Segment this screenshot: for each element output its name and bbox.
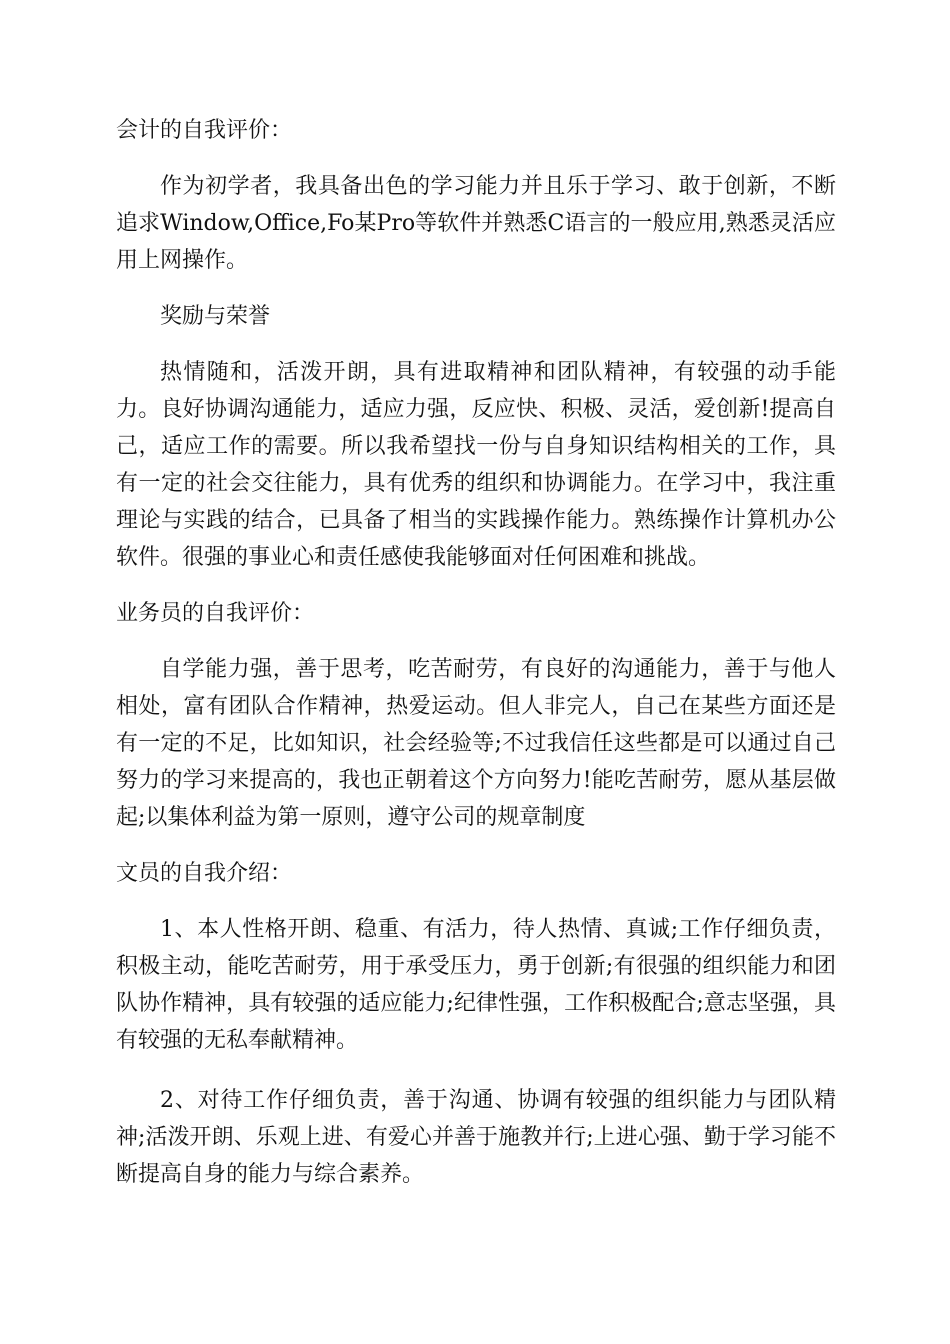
paragraph-clerk-item-2: 2、对待工作仔细负责，善于沟通、协调有较强的组织能力与团队精神;活泼开朗、乐观上进、有爱心并善于施教并行;上进心强、勤于学习能不断提高自身的能力与综合素养。 xyxy=(116,1088,836,1187)
paragraph-awards: 热情随和，活泼开朗，具有进取精神和团队精神，有较强的动手能力。良好协调沟通能力，适应力强，反应快、积极、灵活，爱创新!提高自己，适应工作的需要。所以我希望找一份与自身知识结构相关的工作，具有一定的社会交往能力，具有优秀的组织和协调能力。在学习中，我注重理论与实践的结合，已具备了相当的实践操作能力。熟练操作计算机办公软件。很强的事业心和责任感使我能够面对任何困难和挑战。 xyxy=(116,360,836,570)
paragraph-sales: 自学能力强，善于思考，吃苦耐劳，有良好的沟通能力，善于与他人相处，富有团队合作精神，热爱运动。但人非完人，自己在某些方面还是有一定的不足，比如知识，社会经验等;不过我信任这些都是可以通过自己努力的学习来提高的，我也正朝着这个方向努力!能吃苦耐劳，愿从基层做起;以集体利益为第一原则，遵守公司的规章制度 xyxy=(116,657,836,830)
document-body xyxy=(116,112,836,1193)
heading-accounting-self-evaluation: 会计的自我评价： xyxy=(116,118,293,143)
heading-sales-self-evaluation: 业务员的自我评价： xyxy=(116,601,315,626)
heading-awards-honors: 奖励与荣誉 xyxy=(160,304,271,329)
heading-clerk-self-introduction: 文员的自我介绍： xyxy=(116,861,293,886)
paragraph-clerk-item-1: 1、本人性格开朗、稳重、有活力，待人热情、真诚;工作仔细负责，积极主动，能吃苦耐劳，用于承受压力，勇于创新;有很强的组织能力和团队协作精神，具有较强的适应能力;纪律性强，工作积极配合;意志坚强，具有较强的无私奉献精神。 xyxy=(116,917,836,1053)
paragraph-accounting: 作为初学者，我具备出色的学习能力并且乐于学习、敢于创新，不断追求Window,Office,Fo某Pro等软件并熟悉C语言的一般应用,熟悉灵活应用上网操作。 xyxy=(116,174,836,273)
